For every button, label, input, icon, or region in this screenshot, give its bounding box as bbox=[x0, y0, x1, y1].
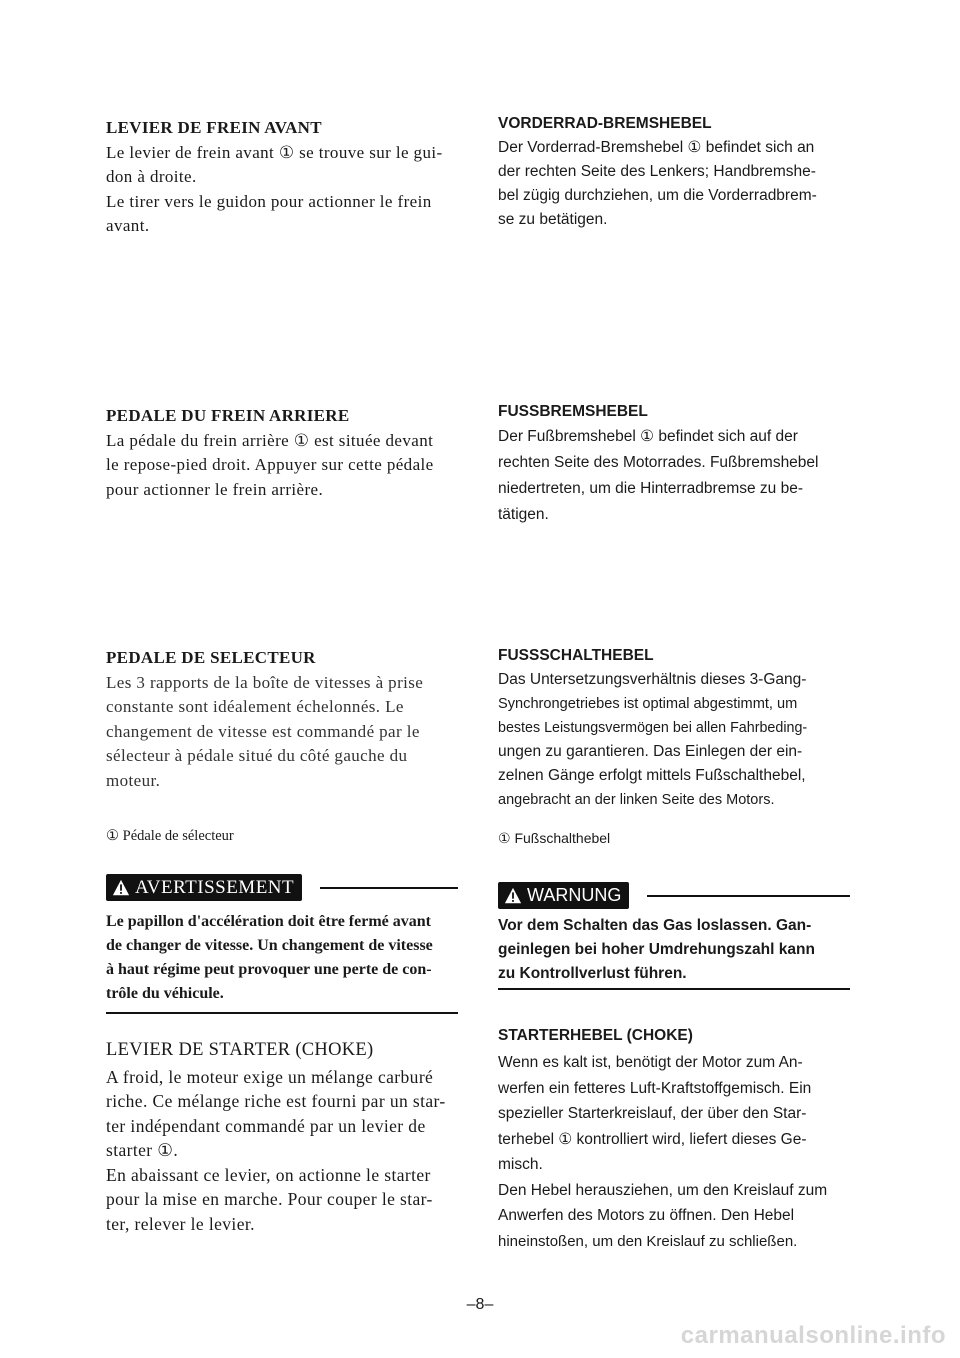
paragraph-line: bestes Leistungsvermögen bei allen Fahrbeding- bbox=[498, 720, 808, 736]
de-warning-text bbox=[498, 914, 858, 986]
paragraph-line: Den Hebel herausziehen, um den Kreislauf zum bbox=[498, 1181, 828, 1199]
divider bbox=[647, 895, 850, 897]
warning-label: AVERTISSEMENT bbox=[135, 876, 295, 898]
fr-section-starter bbox=[106, 1038, 466, 1236]
de-section-starter bbox=[498, 1024, 858, 1254]
divider bbox=[106, 1012, 458, 1014]
paragraph-line: ter indépendant commandé par un levier de bbox=[106, 1115, 426, 1136]
section-title: PEDALE DE SELECTEUR bbox=[106, 648, 316, 667]
de-section-front-brake bbox=[498, 112, 858, 232]
de-warning-header bbox=[498, 882, 850, 909]
paragraph-line: avant. bbox=[106, 216, 150, 235]
warning-triangle-icon bbox=[504, 887, 522, 905]
paragraph-line: Das Untersetzungsverhältnis dieses 3-Gang- bbox=[498, 671, 807, 688]
section-title: STARTERHEBEL (CHOKE) bbox=[498, 1027, 693, 1044]
paragraph-line: werfen ein fetteres Luft-Kraftstoffgemisch. Ein bbox=[498, 1079, 812, 1097]
section-title: PEDALE DU FREIN ARRIERE bbox=[106, 406, 350, 425]
fr-section-shift-pedal bbox=[106, 646, 466, 793]
fr-section-front-brake bbox=[106, 116, 466, 239]
paragraph-line: A froid, le moteur exige un mélange carburé bbox=[106, 1066, 434, 1087]
paragraph-line: riche. Ce mélange riche est fourni par un star- bbox=[106, 1091, 446, 1111]
de-figure-caption: ① Fußschalthebel bbox=[498, 830, 611, 846]
paragraph-line: rechten Seite des Motorrades. Fußbremshebel bbox=[498, 454, 819, 471]
page-number: –8– bbox=[466, 1296, 494, 1313]
fr-section-rear-brake bbox=[106, 404, 466, 502]
paragraph-line: ungen zu garantieren. Das Einlegen der ein- bbox=[498, 743, 803, 760]
paragraph-line: pour la mise en marche. Pour couper le star- bbox=[106, 1189, 433, 1209]
paragraph-line: hineinstoßen, um den Kreislauf zu schließen. bbox=[498, 1232, 798, 1250]
paragraph-line: Wenn es kalt ist, benötigt der Motor zum An- bbox=[498, 1054, 803, 1071]
paragraph-line: terhebel ① kontrolliert wird, liefert dieses Ge- bbox=[498, 1130, 807, 1148]
paragraph-line: angebracht an der linken Seite des Motors. bbox=[498, 792, 775, 808]
paragraph-line: pour actionner le frein arrière. bbox=[106, 479, 324, 499]
paragraph-line: zelnen Gänge erfolgt mittels Fußschalthebel, bbox=[498, 767, 806, 784]
paragraph-line: niedertreten, um die Hinterradbremse zu be- bbox=[498, 480, 803, 497]
section-title: LEVIER DE STARTER (CHOKE) bbox=[106, 1040, 374, 1060]
warning-line: de changer de vitesse. Un changement de vitesse bbox=[106, 937, 433, 954]
paragraph-line: starter ①. bbox=[106, 1140, 179, 1160]
paragraph-line: der rechten Seite des Lenkers; Handbremshe- bbox=[498, 163, 816, 180]
paragraph-line: don à droite. bbox=[106, 167, 197, 186]
paragraph-line: sélecteur à pédale situé du côté gauche du bbox=[106, 746, 408, 765]
divider bbox=[498, 988, 850, 990]
watermark: carmanualsonline.info bbox=[680, 1322, 946, 1349]
paragraph-line: Anwerfen des Motors zu öffnen. Den Hebel bbox=[498, 1207, 795, 1224]
paragraph-line: Les 3 rapports de la boîte de vitesses à prise bbox=[106, 672, 424, 692]
paragraph-line: se zu betätigen. bbox=[498, 211, 608, 228]
section-title: LEVIER DE FREIN AVANT bbox=[106, 118, 322, 137]
warning-badge bbox=[498, 882, 629, 909]
paragraph-line: Der Fußbremshebel ① befindet sich auf der bbox=[498, 428, 798, 445]
section-title: VORDERRAD-BREMSHEBEL bbox=[498, 115, 712, 132]
warning-line: à haut régime peut provoquer une perte de con- bbox=[106, 961, 432, 978]
fr-figure-caption: ① Pédale de sélecteur bbox=[106, 828, 234, 844]
de-section-foot-brake bbox=[498, 400, 858, 528]
paragraph-line: spezieller Starterkreislauf, der über den Star- bbox=[498, 1105, 807, 1122]
paragraph-line: Le levier de frein avant ① se trouve sur le gui- bbox=[106, 142, 443, 162]
warning-line: Vor dem Schalten das Gas loslassen. Gan- bbox=[498, 917, 812, 934]
section-title: FUSSBREMSHEBEL bbox=[498, 403, 648, 420]
paragraph-line: tätigen. bbox=[498, 506, 549, 523]
paragraph-line: bel zügig durchziehen, um die Vorderradbrem- bbox=[498, 187, 817, 204]
warning-line: geinlegen bei hoher Umdrehungszahl kann bbox=[498, 941, 815, 958]
paragraph-line: changement de vitesse est commandé par le bbox=[106, 721, 420, 741]
paragraph-line: moteur. bbox=[106, 770, 161, 790]
warning-triangle-icon bbox=[112, 879, 130, 897]
warning-line: zu Kontrollverlust führen. bbox=[498, 965, 687, 982]
divider bbox=[320, 887, 458, 889]
paragraph-line: le repose-pied droit. Appuyer sur cette pédale bbox=[106, 455, 434, 474]
paragraph-line: ter, relever le levier. bbox=[106, 1213, 255, 1234]
warning-badge bbox=[106, 874, 302, 901]
paragraph-line: Der Vorderrad-Bremshebel ① befindet sich an bbox=[498, 139, 815, 156]
paragraph-line: Synchrongetriebes ist optimal abgestimmt, um bbox=[498, 696, 798, 712]
de-section-shift-lever bbox=[498, 644, 858, 812]
paragraph-line: La pédale du frein arrière ① est située devant bbox=[106, 430, 434, 450]
paragraph-line: En abaissant ce levier, on actionne le starter bbox=[106, 1164, 431, 1185]
fr-warning-text bbox=[106, 910, 466, 1006]
fr-warning-header bbox=[106, 874, 458, 901]
paragraph-line: constante sont idéalement échelonnés. Le bbox=[106, 697, 404, 716]
warning-line: trôle du véhicule. bbox=[106, 985, 224, 1002]
paragraph-line: misch. bbox=[498, 1156, 543, 1173]
warning-line: Le papillon d'accélération doit être fermé avant bbox=[106, 913, 431, 930]
section-title: FUSSSCHALTHEBEL bbox=[498, 647, 654, 664]
warning-label: WARNUNG bbox=[527, 885, 622, 905]
paragraph-line: Le tirer vers le guidon pour actionner le frein bbox=[106, 191, 432, 211]
